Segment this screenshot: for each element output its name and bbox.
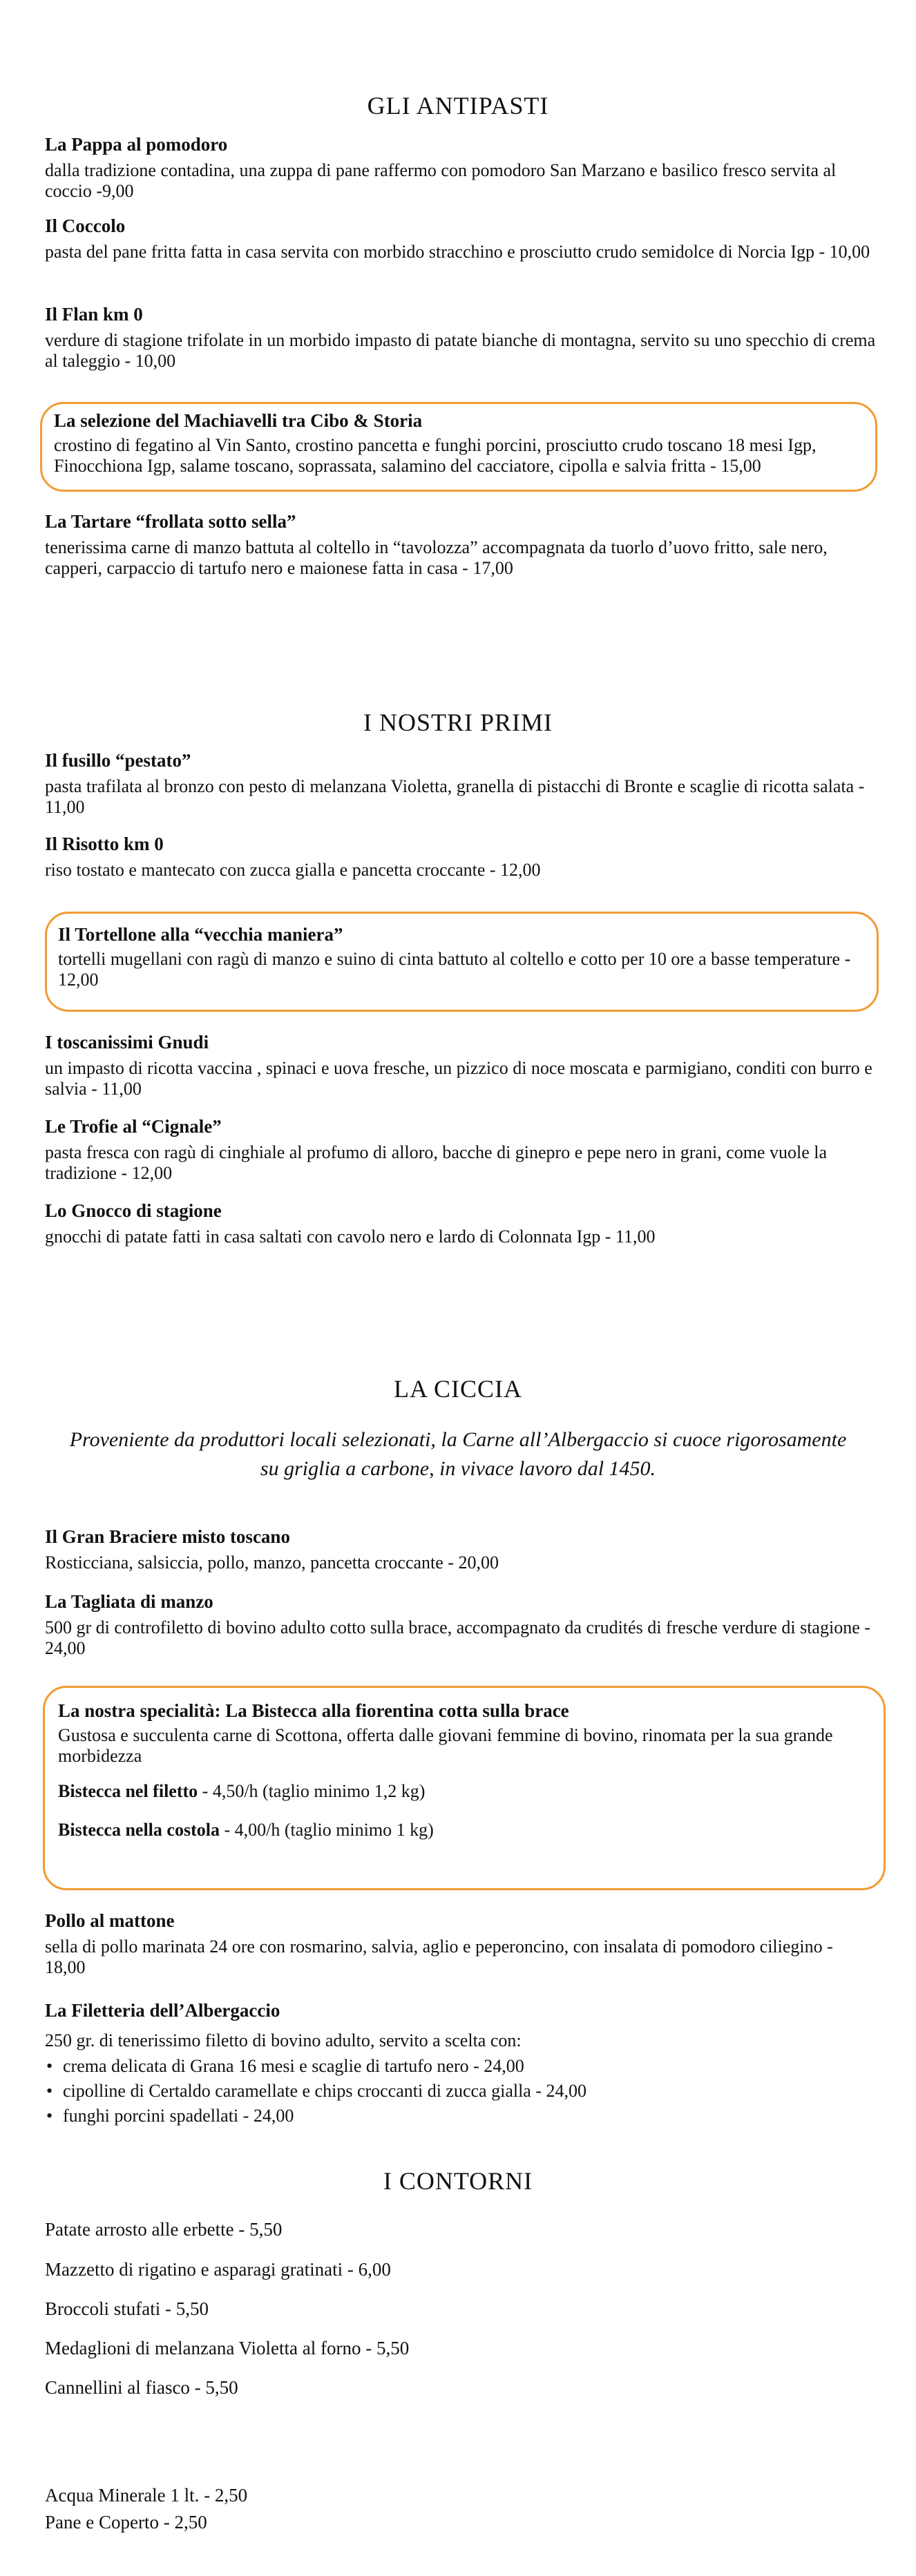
list-item: • funghi porcini spadellati - 24,00 (46, 2106, 294, 2126)
bistecca-costola-price: - 4,00/h (taglio minimo 1 kg) (219, 1820, 434, 1840)
item-desc: pasta trafilata al bronzo con pesto di melanzana Violetta, granella di pistacchi di Bronte e scaglie di ricotta salata - 11,00 (45, 776, 865, 817)
item-name: La Filetteria dell’Albergaccio (45, 2000, 280, 2021)
item-desc: 250 gr. di tenerissimo filetto di bovino adulto, servito a scelta con: (45, 2030, 522, 2050)
section-intro: Proveniente da produttori locali selezionati, la Carne all’Albergaccio si cuoce rigorosamente su griglia a carbone, in vivace lavoro dal 1450. (69, 1428, 847, 1480)
item-name: Pollo al mattone (45, 1910, 175, 1931)
menu-item (45, 749, 877, 818)
item-name: Il Risotto km 0 (45, 834, 164, 854)
item-name: Il Tortellone alla “vecchia maniera” (58, 924, 343, 945)
item-desc: verdure di stagione trifolate in un morbido impasto di patate bianche di montagna, servito su uno specchio di crema al taleggio - 10,00 (45, 330, 876, 371)
bistecca-filetto-price: - 4,50/h (taglio minimo 1,2 kg) (198, 1781, 426, 1801)
item-desc: pasta fresca con ragù di cinghiale al profumo di alloro, bacche di ginepro e pepe nero in grani, come vuole la tradizione - 12,00 (45, 1142, 828, 1183)
menu-item (45, 1999, 877, 2128)
item-desc: dalla tradizione contadina, una zuppa di pane raffermo con pomodoro San Marzano e basilico fresco servita al coccio -9,00 (45, 160, 837, 201)
menu-item-featured (54, 409, 869, 477)
item-name: Il Flan km 0 (45, 304, 143, 325)
item-desc: Gustosa e succulenta carne di Scottona, offerta dalle giovani femmine di bovino, rinomata per la sua grande morbidezza (58, 1725, 833, 1766)
menu-item (45, 1115, 877, 1184)
list-item: Mazzetto di rigatino e asparagi gratinati - 6,00 (45, 2259, 391, 2280)
menu-item (45, 214, 877, 262)
menu-item (45, 510, 877, 579)
menu-item (45, 1030, 877, 1099)
specialty-block (58, 1699, 866, 1841)
item-name: La Pappa al pomodoro (45, 134, 228, 155)
item-name: I toscanissimi Gnudi (45, 1032, 209, 1052)
bistecca-filetto-name: Bistecca nel filetto (58, 1781, 198, 1801)
options-list (45, 2054, 877, 2128)
extra-item: Pane e Coperto - 2,50 (45, 2512, 207, 2532)
item-name: La Tagliata di manzo (45, 1591, 213, 1612)
menu-item (45, 302, 877, 372)
menu-item (45, 1199, 877, 1247)
list-item: Patate arrosto alle erbette - 5,50 (45, 2219, 283, 2240)
menu-item (45, 1909, 877, 1978)
item-name: Il Gran Braciere misto toscano (45, 1526, 290, 1547)
item-desc: tortelli mugellani con ragù di manzo e suino di cinta battuto al coltello e cotto per 10 ore a basse temperature - 12,00 (58, 949, 851, 990)
list-item: • cipolline di Certaldo caramellate e chips croccanti di zucca gialla - 24,00 (46, 2081, 586, 2101)
list-item: Medaglioni di melanzana Violetta al forno - 5,50 (45, 2338, 410, 2358)
list-item: Broccoli stufati - 5,50 (45, 2298, 209, 2319)
item-desc: tenerissima carne di manzo battuta al coltello in “tavolozza” accompagnata da tuorlo d’uovo fritto, sale nero, capperi, carpaccio di tartufo nero e maionese fatta in casa - 17,00 (45, 537, 828, 578)
menu-item (45, 832, 877, 881)
item-desc: riso tostato e mantecato con zucca gialla e pancetta croccante - 12,00 (45, 860, 541, 880)
item-desc: sella di pollo marinata 24 ore con rosmarino, salvia, aglio e peperoncino, con insalata di pomodoro ciliegino - 18,00 (45, 1936, 833, 1977)
section-title-contorni: I CONTORNI (383, 2167, 533, 2195)
bistecca-costola-name: Bistecca nella costola (58, 1820, 220, 1840)
item-name: Il Coccolo (45, 215, 126, 236)
item-desc: Rosticciana, salsiccia, pollo, manzo, pancetta croccante - 20,00 (45, 1553, 499, 1573)
menu-item (45, 1525, 877, 1573)
item-name: La nostra specialità: La Bistecca alla fiorentina cotta sulla brace (58, 1700, 569, 1721)
item-name: Lo Gnocco di stagione (45, 1200, 222, 1221)
item-name: Le Trofie al “Cignale” (45, 1116, 222, 1137)
item-desc: 500 gr di controfiletto di bovino adulto cotto sulla brace, accompagnato da crudités di fresche verdure di stagione - 24,00 (45, 1617, 870, 1658)
item-desc: pasta del pane fritta fatta in casa servita con morbido stracchino e prosciutto crudo semidolce di Norcia Igp - 10,00 (45, 242, 870, 262)
item-name: Il fusillo “pestato” (45, 750, 191, 771)
section-title-ciccia: LA CICCIA (393, 1375, 522, 1403)
bistecca-filetto (58, 1780, 866, 1803)
list-item: Cannellini al fiasco - 5,50 (45, 2377, 238, 2398)
menu-item (45, 1590, 877, 1659)
section-title-antipasti: GLI ANTIPASTI (367, 92, 549, 119)
extra-item: Acqua Minerale 1 lt. - 2,50 (45, 2485, 248, 2506)
list-item: • crema delicata di Grana 16 mesi e scaglie di tartufo nero - 24,00 (46, 2056, 524, 2076)
menu-item-featured (58, 923, 866, 990)
menu-item (45, 133, 877, 202)
item-name: La selezione del Machiavelli tra Cibo & Storia (54, 410, 423, 431)
item-name: La Tartare “frollata sotto sella” (45, 511, 296, 532)
bistecca-costola (58, 1819, 866, 1841)
item-desc: crostino di fegatino al Vin Santo, crostino pancetta e funghi porcini, prosciutto crudo toscano 18 mesi Igp, Finocchiona Igp, salame toscano, soprassata, salamino del cacciatore, cipolla e salvia fritta - 15,00 (54, 435, 817, 476)
item-desc: gnocchi di patate fatti in casa saltati con cavolo nero e lardo di Colonnata Igp - 11,00 (45, 1227, 656, 1247)
item-desc: un impasto di ricotta vaccina , spinaci e uova fresche, un pizzico di noce moscata e parmigiano, conditi con burro e salvia - 11,00 (45, 1058, 872, 1099)
section-title-primi: I NOSTRI PRIMI (363, 709, 553, 736)
